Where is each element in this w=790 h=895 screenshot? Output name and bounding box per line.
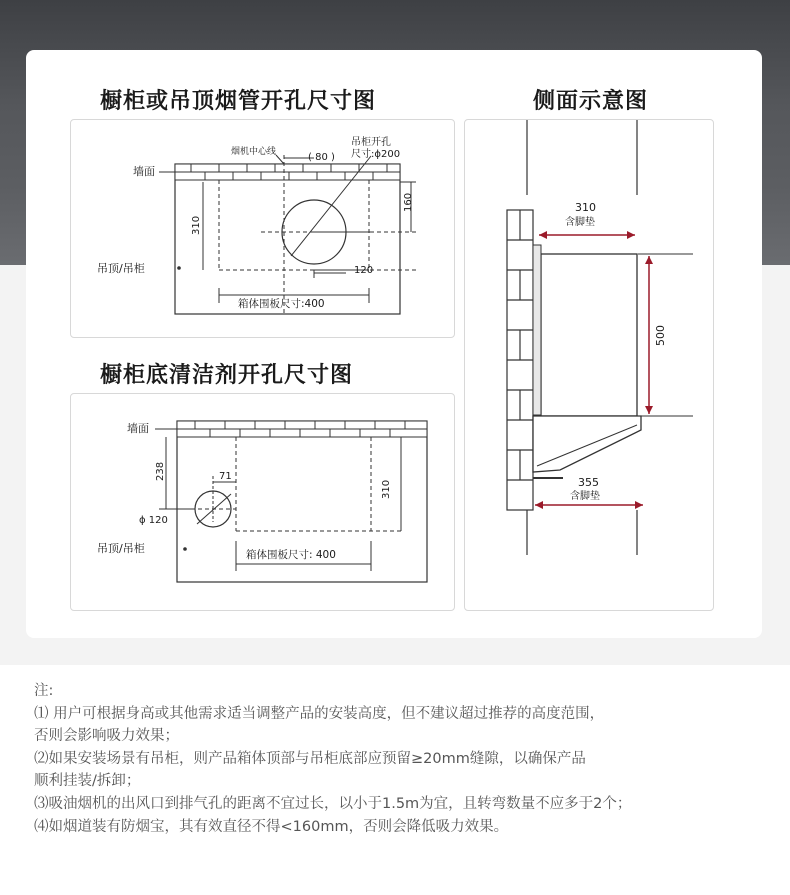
- note-line: ⑴ 用户可根据身高或其他需求适当调整产品的安装高度，但不建议超过推荐的高度范围，: [34, 705, 605, 722]
- note-line: 否则会影响吸力效果；: [34, 728, 179, 745]
- note-line: ⑶吸油烟机的出风口到排气孔的距离不宜过长，以小于1.5m为宜，且转弯数量不应多于2个；: [34, 795, 632, 812]
- ceiling-outline: [175, 164, 400, 314]
- dim-120: 120: [354, 265, 374, 276]
- dim-71: 71: [219, 471, 232, 482]
- hood-body: [541, 254, 637, 416]
- ceiling-label-2: 吊顶/吊柜: [97, 542, 145, 555]
- box-outline-dashed-2: [191, 437, 401, 531]
- dim-310: 310: [191, 215, 202, 235]
- dim-160: 160: [403, 192, 414, 212]
- title-side-view: 侧面示意图: [533, 89, 649, 114]
- bottom-note: 含脚垫: [570, 491, 600, 502]
- title-pipe-hole: 橱柜或吊顶烟管开孔尺寸图: [100, 89, 377, 114]
- note-line: ⑷如烟道装有防烟宝，其有效直径不得<160mm，否则会降低吸力效果。: [34, 818, 509, 835]
- dim-238: 238: [155, 461, 166, 481]
- hole-label-line2: 尺寸:ϕ200: [351, 149, 401, 160]
- ceiling-marker-dot-2: [183, 547, 187, 551]
- hood-panel: [533, 416, 641, 472]
- panel-side-view: [464, 119, 714, 611]
- width-label: 箱体围板尺寸:400: [238, 298, 325, 310]
- dia-label: ϕ 120: [139, 515, 168, 526]
- wall-brick-row-1: [175, 164, 400, 172]
- height-dim: 500: [654, 325, 667, 346]
- pipe-hole-diagram: [71, 120, 454, 337]
- cleaner-hole-diagram: [71, 394, 454, 610]
- note-line: ⑵如果安装场景有吊柜，则产品箱体顶部与吊柜底部应预留≥20mm缝隙，以确保产品: [34, 750, 586, 767]
- wall-brick-column: [507, 210, 533, 510]
- ceiling-label: 吊顶/吊柜: [97, 262, 145, 275]
- width-label-2: 箱体围板尺寸: 400: [246, 549, 336, 561]
- panel-cleaner-hole: [70, 393, 455, 611]
- top-dim: 310: [575, 201, 596, 214]
- title-cleaner-hole: 橱柜底清洁剂开孔尺寸图: [100, 363, 354, 388]
- wall-label: 墙面: [133, 165, 155, 178]
- mount-bracket: [533, 245, 541, 415]
- center-line-label: 烟机中心线: [231, 147, 277, 157]
- hole-label-line1: 吊柜开孔: [351, 137, 391, 148]
- notes-heading: 注:: [34, 683, 54, 699]
- note-line: 顺利挂装/拆卸；: [34, 773, 141, 790]
- side-view-diagram: [465, 120, 713, 610]
- dim-310-b: 310: [381, 479, 392, 499]
- bottom-dim: 355: [578, 476, 599, 489]
- ceiling-marker-dot: [177, 266, 181, 270]
- wall-brick-row-1b: [177, 421, 427, 429]
- installation-notes: [34, 680, 774, 838]
- panel-pipe-hole: [70, 119, 455, 338]
- center-line-leader: [276, 155, 284, 164]
- wall-label-2: 墙面: [127, 422, 149, 435]
- wall-brick-row-2: [175, 172, 400, 180]
- top-note: 含脚垫: [565, 217, 595, 228]
- offset-label: ( 80 ): [308, 152, 335, 163]
